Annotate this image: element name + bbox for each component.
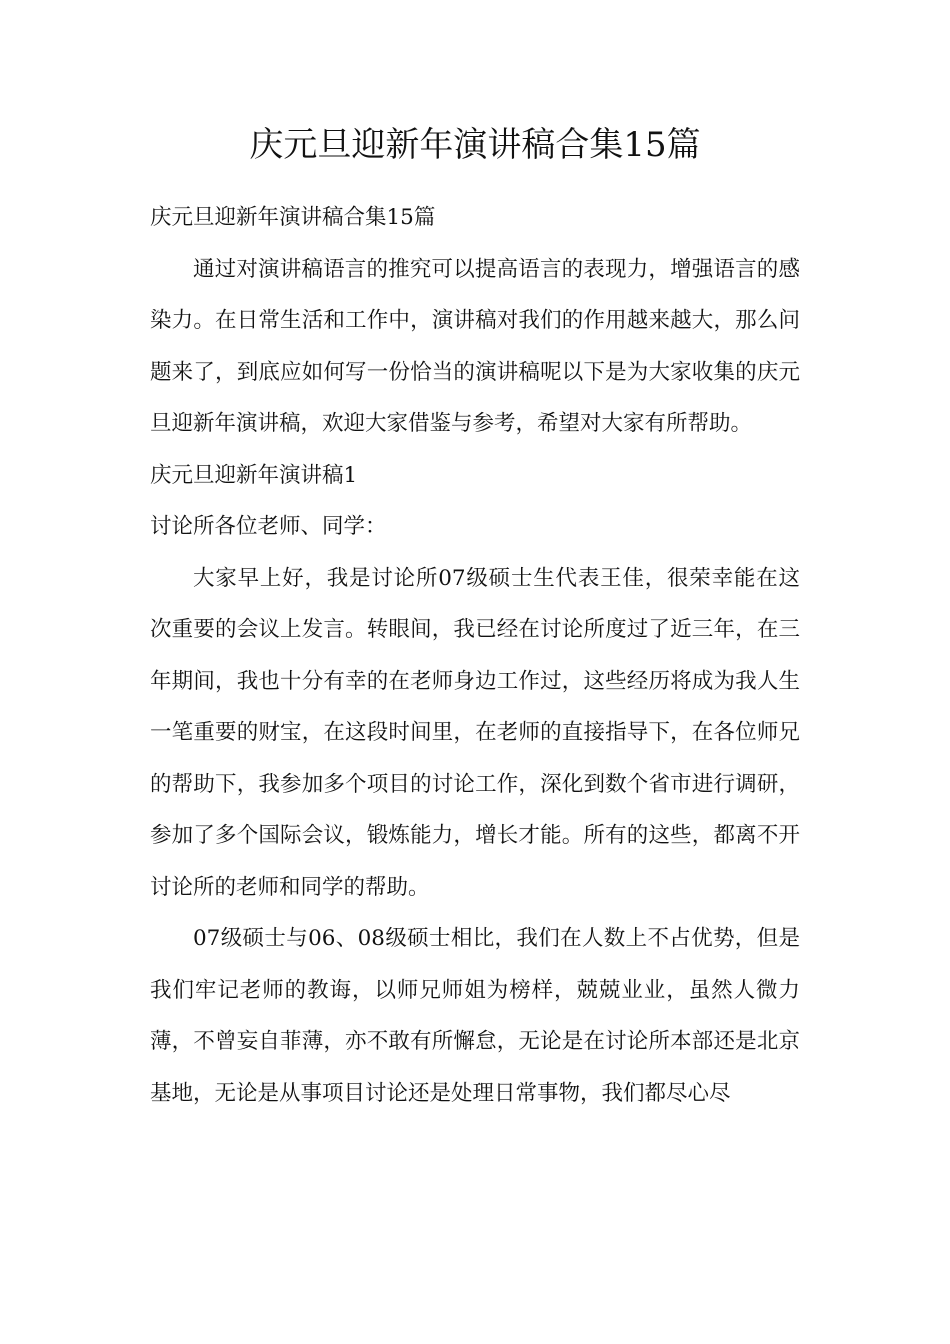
document-body [150,192,800,1119]
intro-paragraph: 通过对演讲稿语言的推究可以提高语言的表现力，增强语言的感染力。在日常生活和工作中，演讲稿对我们的作用越来越大，那么问题来了，到底应如何写一份恰当的演讲稿呢以下是为大家收集的庆元旦迎新年演讲稿，欢迎大家借鉴与参考，希望对大家有所帮助。 [150,256,800,436]
body-paragraph: 大家早上好，我是讨论所07级硕士生代表王佳，很荣幸能在这次重要的会议上发言。转眼间，我已经在讨论所度过了近三年，在三年期间，我也十分有幸的在老师身边工作过，这些经历将成为我人生一笔重要的财宝，在这段时间里，在老师的直接指导下，在各位师兄的帮助下，我参加多个项目的讨论工作，深化到数个省市进行调研，参加了多个国际会议，锻炼能力，增长才能。所有的这些，都离不开讨论所的老师和同学的帮助。 [150,565,800,900]
salutation-paragraph: 讨论所各位老师、同学： [150,514,387,539]
section-heading: 庆元旦迎新年演讲稿1 [150,462,358,488]
body-paragraph: 07级硕士与06、08级硕士相比，我们在人数上不占优势，但是我们牢记老师的教诲，以师兄师姐为榜样，兢兢业业，虽然人微力薄，不曾妄自菲薄，亦不敢有所懈怠，无论是在讨论所本部还是北京基地，无论是从事项目讨论还是处理日常事物，我们都尽心尽 [150,926,800,1106]
subtitle-paragraph: 庆元旦迎新年演讲稿合集15篇 [150,205,436,230]
document-title: 庆元旦迎新年演讲稿合集15篇 [249,125,701,165]
